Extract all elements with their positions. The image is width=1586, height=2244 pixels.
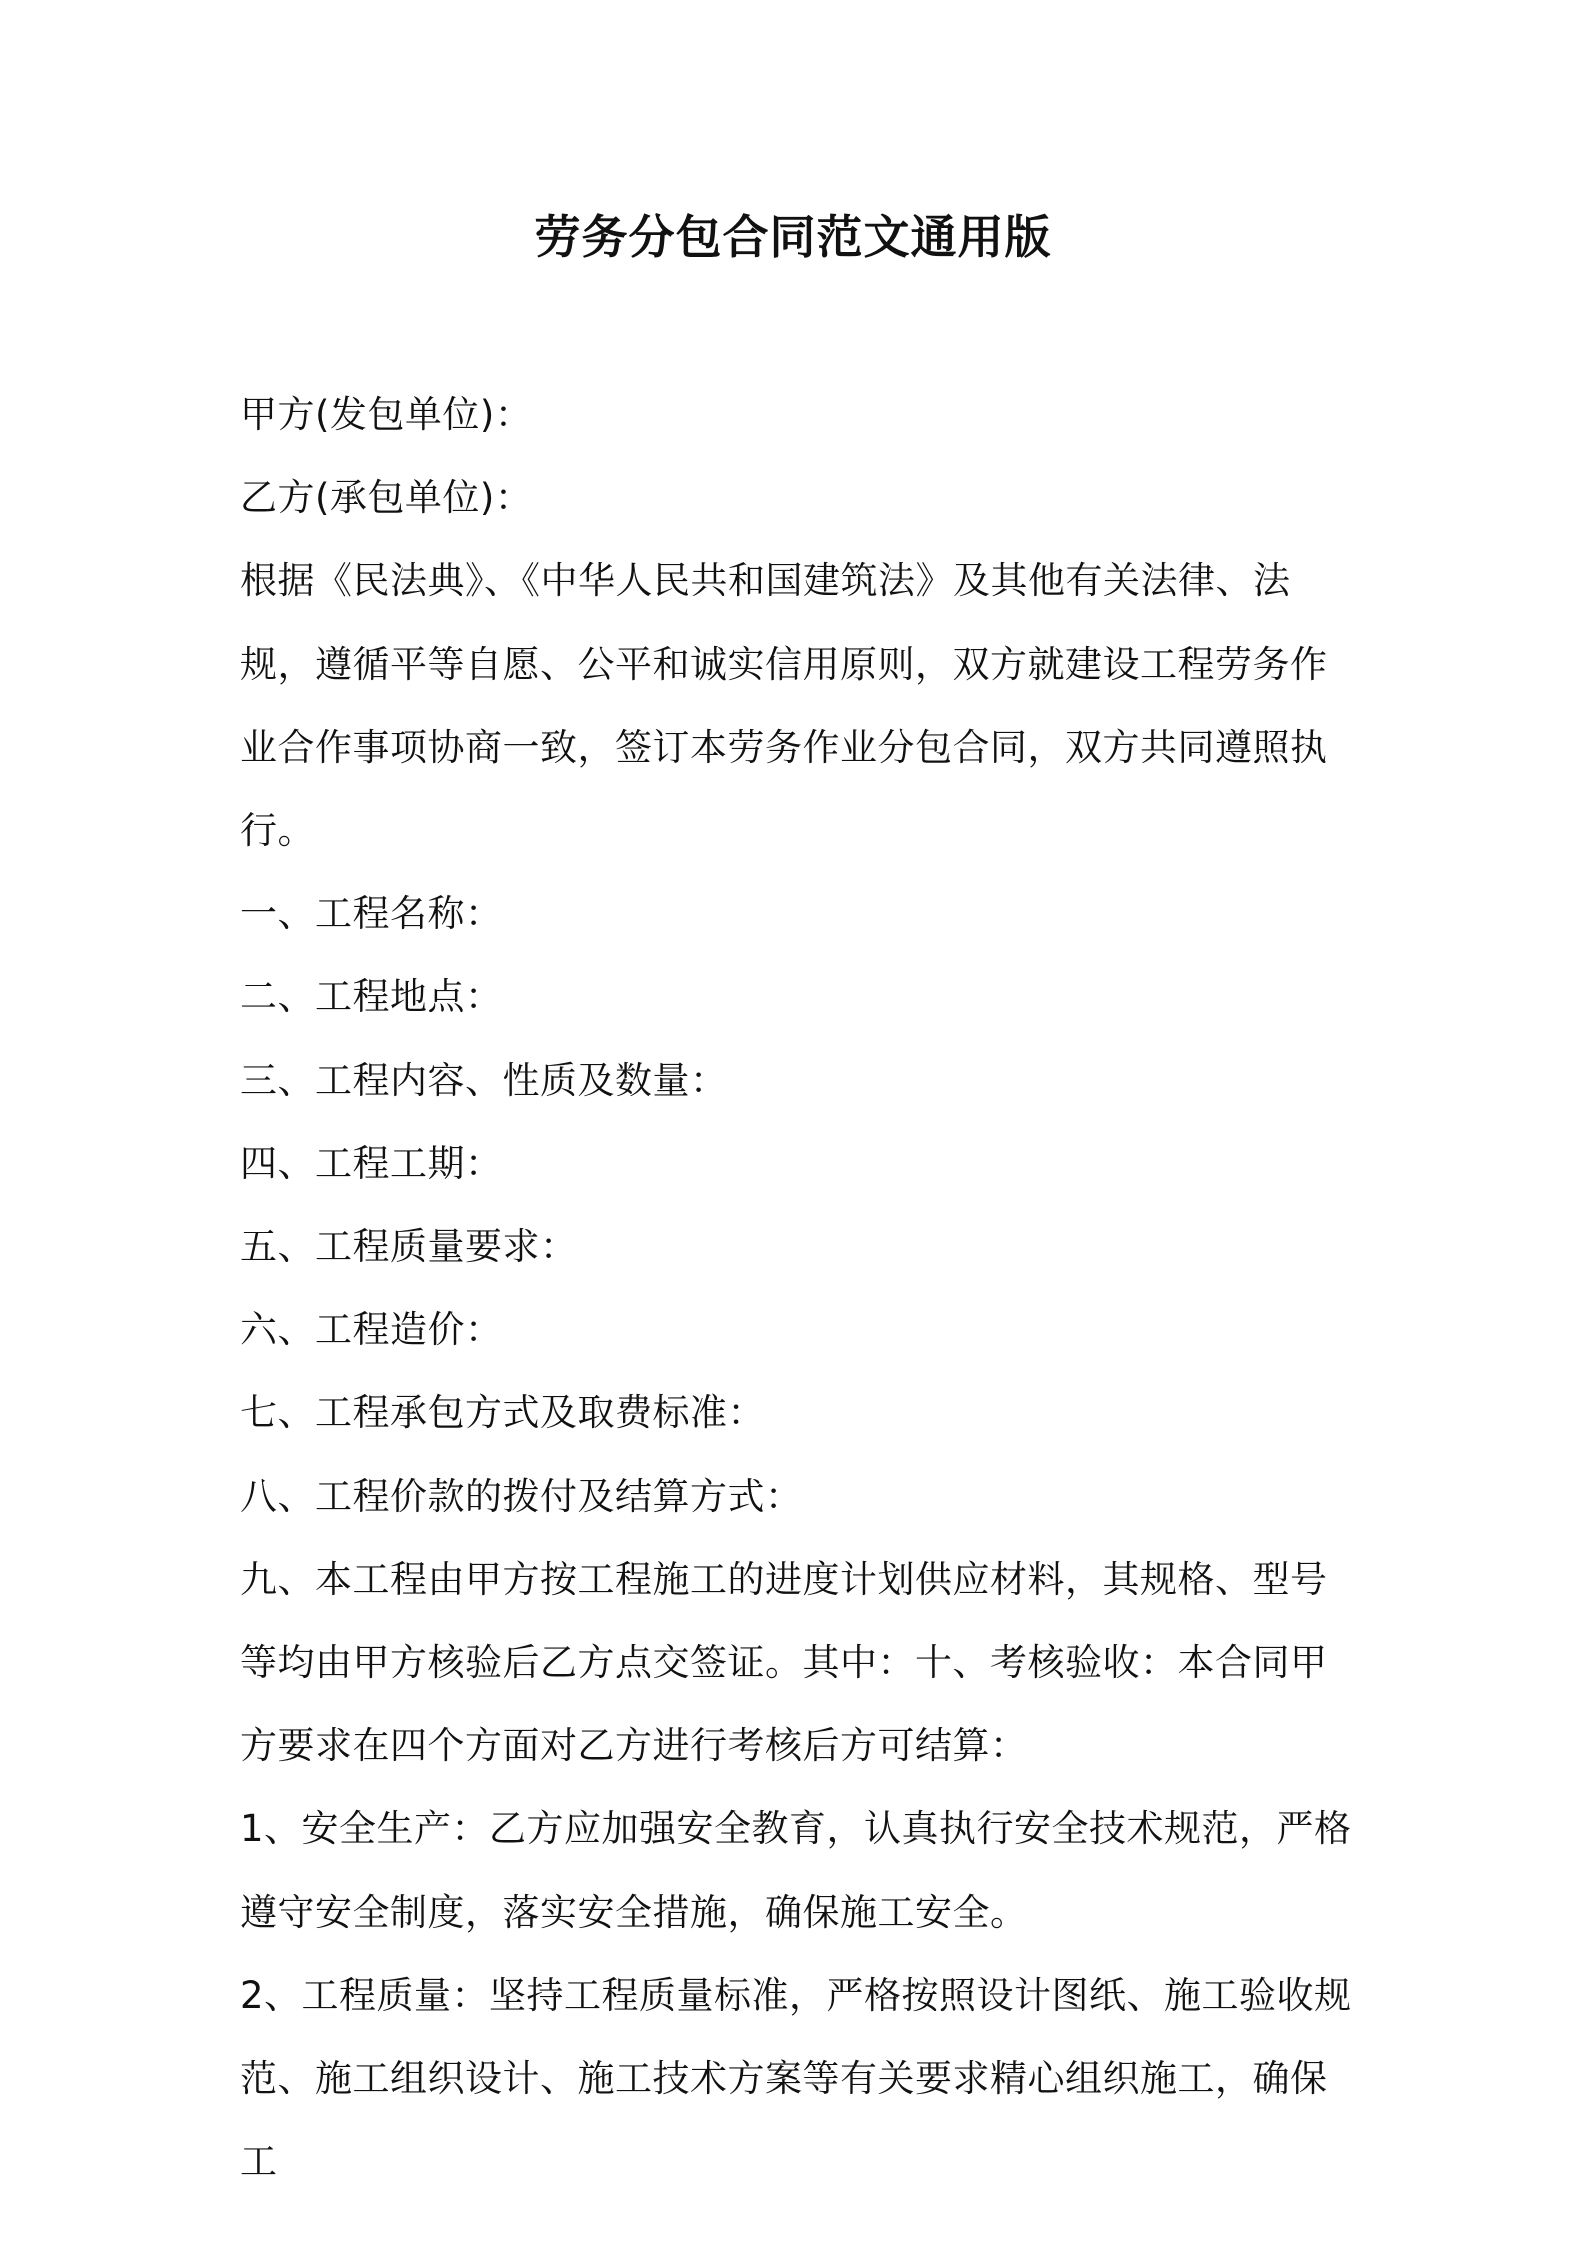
section-5: 五、工程质量要求：: [240, 1225, 578, 1269]
section-4: 四、工程工期：: [240, 1141, 503, 1185]
document-body: [240, 373, 1360, 2203]
section-2: 二、工程地点：: [240, 975, 503, 1019]
item-2-quality: 2、工程质量：坚持工程质量标准，严格按照设计图纸、施工验收规范、施工组织设计、施工技术方案等有关要求精心组织施工，确保工: [240, 1973, 1352, 2184]
preamble-paragraph: 根据《民法典》、《中华人民共和国建筑法》及其他有关法律、法规，遵循平等自愿、公平和诚实信用原则，双方就建设工程劳务作业合作事项协商一致，签订本劳务作业分包合同，双方共同遵照执行。: [240, 559, 1328, 853]
document-title: 劳务分包合同范文通用版: [534, 210, 1052, 264]
section-8: 八、工程价款的拨付及结算方式：: [240, 1474, 803, 1518]
party-b-line: 乙方(承包单位)：: [240, 476, 533, 520]
section-7: 七、工程承包方式及取费标准：: [240, 1391, 765, 1435]
item-1-safety: 1、安全生产：乙方应加强安全教育，认真执行安全技术规范，严格遵守安全制度，落实安全措施，确保施工安全。: [240, 1807, 1352, 1934]
section-1: 一、工程名称：: [240, 892, 503, 936]
section-3: 三、工程内容、性质及数量：: [240, 1058, 728, 1102]
section-9: 九、本工程由甲方按工程施工的进度计划供应材料，其规格、型号等均由甲方核验后乙方点交签证。其中：十、考核验收：本合同甲方要求在四个方面对乙方进行考核后方可结算：: [240, 1557, 1328, 1768]
party-a-line: 甲方(发包单位)：: [240, 393, 533, 436]
section-6: 六、工程造价：: [240, 1308, 503, 1352]
